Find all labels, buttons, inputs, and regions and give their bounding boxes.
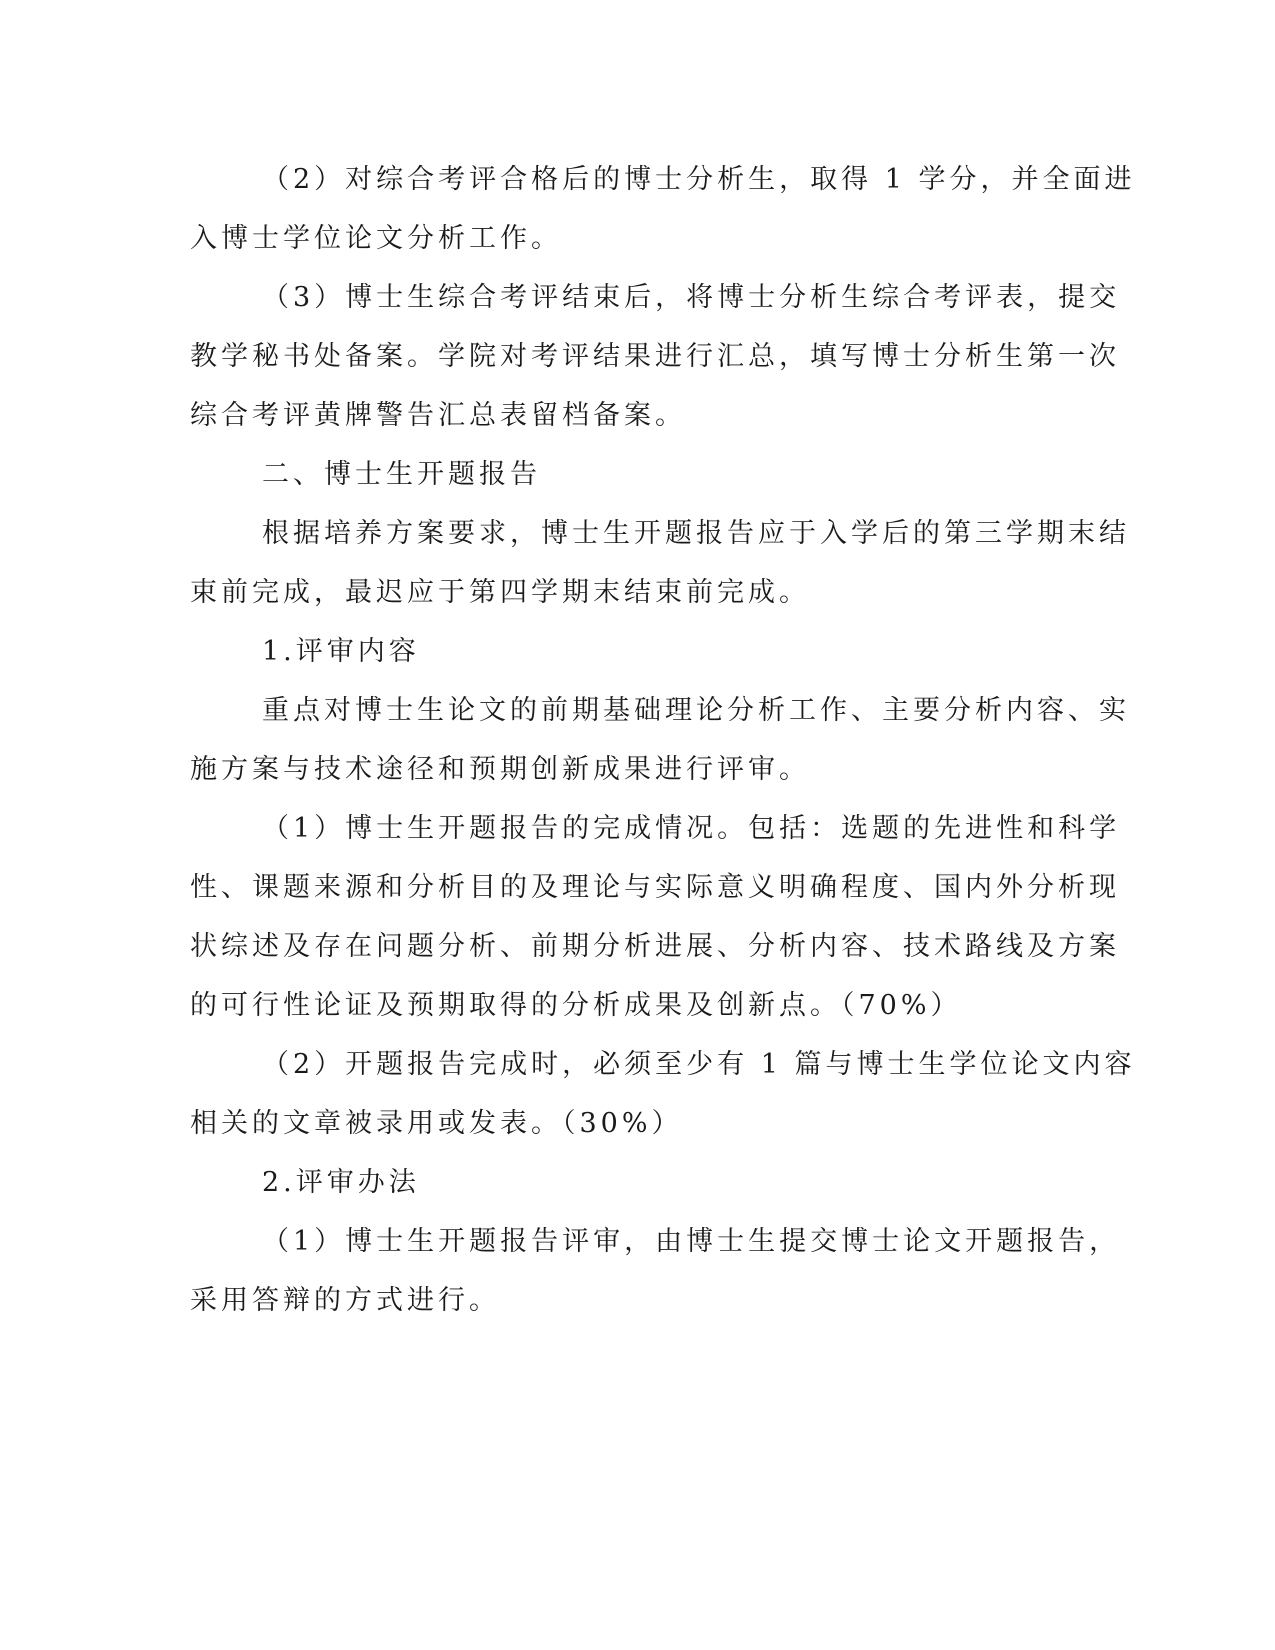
section-heading: 二、博士生开题报告	[262, 459, 541, 490]
paragraph-line: 束前完成，最迟应于第四学期末结束前完成。	[190, 577, 810, 608]
paragraph-line: 根据培养方案要求，博士生开题报告应于入学后的第三学期末结	[262, 518, 1130, 549]
subsection-heading: 1.评审内容	[262, 636, 420, 667]
paragraph-line: 重点对博士生论文的前期基础理论分析工作、主要分析内容、实	[262, 695, 1130, 726]
paragraph-line: （1）博士生开题报告评审，由博士生提交博士论文开题报告，	[262, 1226, 1121, 1257]
paragraph-line: 教学秘书处备案。学院对考评结果进行汇总，填写博士分析生第一次	[190, 341, 1120, 372]
subsection-heading: 2.评审办法	[262, 1167, 420, 1198]
paragraph-line: （1）博士生开题报告的完成情况。包括：选题的先进性和科学	[262, 813, 1121, 844]
paragraph-line: 状综述及存在问题分析、前期分析进展、分析内容、技术路线及方案	[190, 931, 1120, 962]
paragraph-line: 性、课题来源和分析目的及理论与实际意义明确程度、国内外分析现	[190, 872, 1120, 903]
paragraph-line: 施方案与技术途径和预期创新成果进行评审。	[190, 754, 810, 785]
paragraph-line: （3）博士生综合考评结束后，将博士分析生综合考评表，提交	[262, 282, 1121, 313]
paragraph-line: （2）对综合考评合格后的博士分析生，取得 1 学分，并全面进	[262, 164, 1136, 195]
paragraph-line: （2）开题报告完成时，必须至少有 1 篇与博士生学位论文内容	[262, 1049, 1136, 1080]
paragraph-line: 的可行性论证及预期取得的分析成果及创新点。（70%）	[190, 990, 962, 1021]
paragraph-line: 相关的文章被录用或发表。（30%）	[190, 1108, 683, 1139]
paragraph-line: 采用答辩的方式进行。	[190, 1285, 500, 1316]
paragraph-line: 入博士学位论文分析工作。	[190, 223, 562, 254]
paragraph-line: 综合考评黄牌警告汇总表留档备案。	[190, 400, 686, 431]
